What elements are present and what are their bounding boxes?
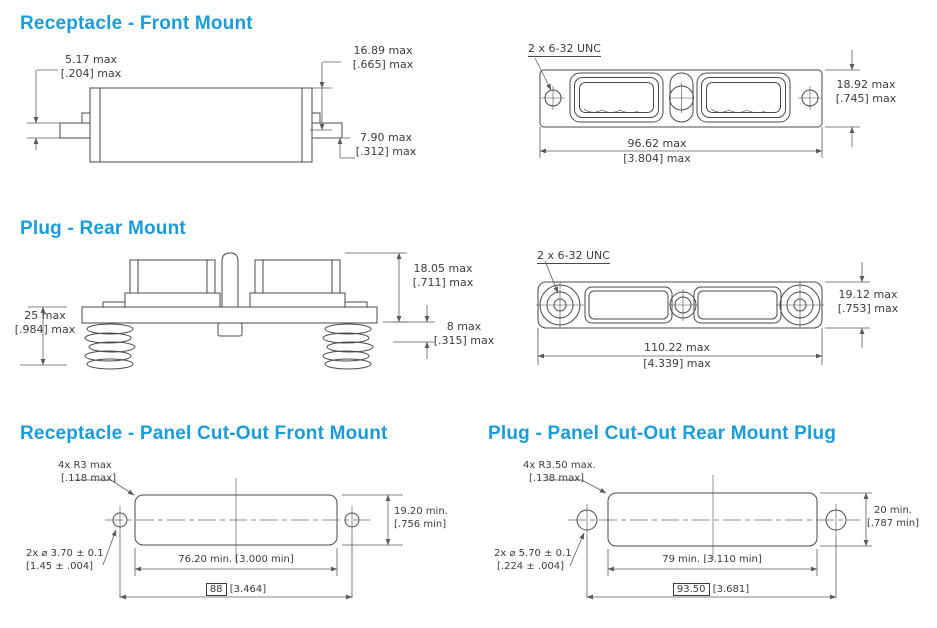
thread-callout-plug: 2 x 6-32 UNC	[537, 249, 610, 262]
boxed-dimension-value: 88	[206, 583, 227, 596]
dim-receptacle-hole-spacing: 88 [3.464]	[176, 583, 296, 596]
dim-receptacle-flange-thickness: 5.17 max [.204] max	[60, 53, 122, 80]
dim-plug-body-height: 18.05 max [.711] max	[412, 262, 474, 289]
dim-plug-face-width-in: [4.339] max	[643, 357, 711, 370]
thread-callout-receptacle: 2 x 6-32 UNC	[528, 42, 601, 55]
dim-plug-overall-height: 25 max [.984] max	[14, 309, 76, 336]
boxed-dimension-value: 93.50	[673, 583, 710, 596]
receptacle-face-view-drawing	[520, 38, 937, 178]
dim-receptacle-body-height: 16.89 max [.665] max	[352, 44, 414, 71]
dim-receptacle-face-width-mm: 96.62 max	[627, 137, 687, 150]
section-title-plug-panel-cutout: Plug - Panel Cut-Out Rear Mount Plug	[488, 423, 837, 444]
dim-receptacle-cutout-corner-radius: 4x R3 max [.118 max]	[58, 460, 117, 484]
dim-receptacle-face-width-in: [3.804] max	[623, 152, 691, 165]
dim-receptacle-lower-height: 7.90 max [.312] max	[355, 131, 417, 158]
dim-plug-hole-spacing: 93.50 [3.681]	[651, 583, 771, 596]
dim-plug-cutout-hole-diameter: 2x ⌀ 5.70 ± 0.1 [.224 ± .004]	[494, 548, 572, 572]
dim-plug-face-width-mm: 110.22 max	[644, 341, 710, 354]
dim-receptacle-cutout-width: 76.20 min. [3.000 min]	[178, 554, 294, 565]
dim-receptacle-cutout-hole-diameter: 2x ⌀ 3.70 ± 0.1 [1.45 ± .004]	[26, 548, 104, 572]
dim-receptacle-cutout-height: 19.20 min. [.756 min]	[394, 506, 448, 530]
dim-plug-cutout-height: 20 min. [.787 min]	[866, 505, 920, 529]
section-title-receptacle-front-mount: Receptacle - Front Mount	[20, 13, 253, 34]
dim-plug-cutout-width: 79 min. [3.110 min]	[662, 554, 762, 565]
dim-plug-cutout-corner-radius: 4x R3.50 max. [.138 max]	[523, 460, 596, 484]
dim-plug-spring-height: 8 max [.315] max	[433, 320, 495, 347]
dim-plug-face-height: 19.12 max [.753] max	[837, 288, 899, 315]
section-title-plug-rear-mount: Plug - Rear Mount	[20, 218, 186, 239]
dim-receptacle-face-height: 18.92 max [.745] max	[835, 78, 897, 105]
section-title-receptacle-panel-cutout: Receptacle - Panel Cut-Out Front Mount	[20, 423, 388, 444]
